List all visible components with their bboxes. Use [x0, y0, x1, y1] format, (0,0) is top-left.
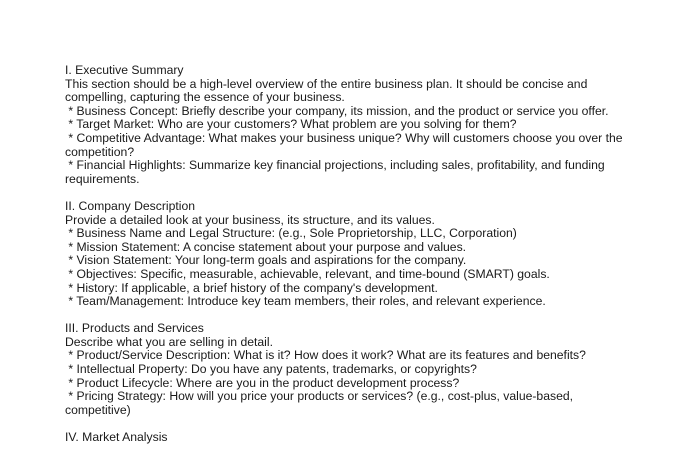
list-item: * Product/Service Description: What is it? How does it work? What are its features and benefits? [65, 348, 586, 363]
section-heading: I. Executive Summary [65, 63, 184, 77]
list-item: * Pricing Strategy: How will you price your products or services? (e.g., cost-plus, value-based, competitive) [65, 389, 577, 417]
list-item: * Target Market: Who are your customers? What problem are you solving for them? [65, 117, 517, 132]
section-heading: IV. Market Analysis [65, 430, 168, 445]
list-item: * Vision Statement: Your long-term goals and aspirations for the company. [65, 253, 467, 268]
list-item: * Intellectual Property: Do you have any patents, trademarks, or copyrights? [65, 362, 477, 377]
section-intro: This section should be a high-level overview of the entire business plan. It should be concise and compelling, capturing the essence of your business. [65, 76, 591, 105]
section-heading: II. Company Description [65, 198, 196, 213]
section-products-and-services [65, 322, 625, 417]
section-company-description [65, 200, 625, 309]
document-body [65, 64, 625, 458]
list-item: * Mission Statement: A concise statement about your purpose and values. [65, 239, 467, 254]
section-intro: Provide a detailed look at your business, its structure, and its values. [65, 212, 435, 227]
list-item: * Team/Management: Introduce key team members, their roles, and relevant experience. [65, 294, 546, 309]
section-executive-summary [65, 64, 625, 186]
list-item: * Financial Highlights: Summarize key financial projections, including sales, profitability, and funding requirements. [65, 158, 609, 186]
list-item: * Business Name and Legal Structure: (e.g., Sole Proprietorship, LLC, Corporation) [65, 226, 517, 241]
section-heading: III. Products and Services [65, 321, 204, 336]
list-item: * Product Lifecycle: Where are you in the product development process? [65, 375, 460, 390]
section-intro: Describe what you are selling in detail. [65, 334, 273, 349]
list-item: * Competitive Advantage: What makes your business unique? Why will customers choose you over the competition? [65, 130, 626, 159]
list-item: * History: If applicable, a brief history of the company's development. [65, 280, 438, 295]
list-item: * Business Concept: Briefly describe your company, its mission, and the product or service you offer. [65, 103, 609, 118]
list-item: * Objectives: Specific, measurable, achievable, relevant, and time-bound (SMART) goals. [65, 266, 550, 281]
section-market-analysis [65, 431, 625, 445]
